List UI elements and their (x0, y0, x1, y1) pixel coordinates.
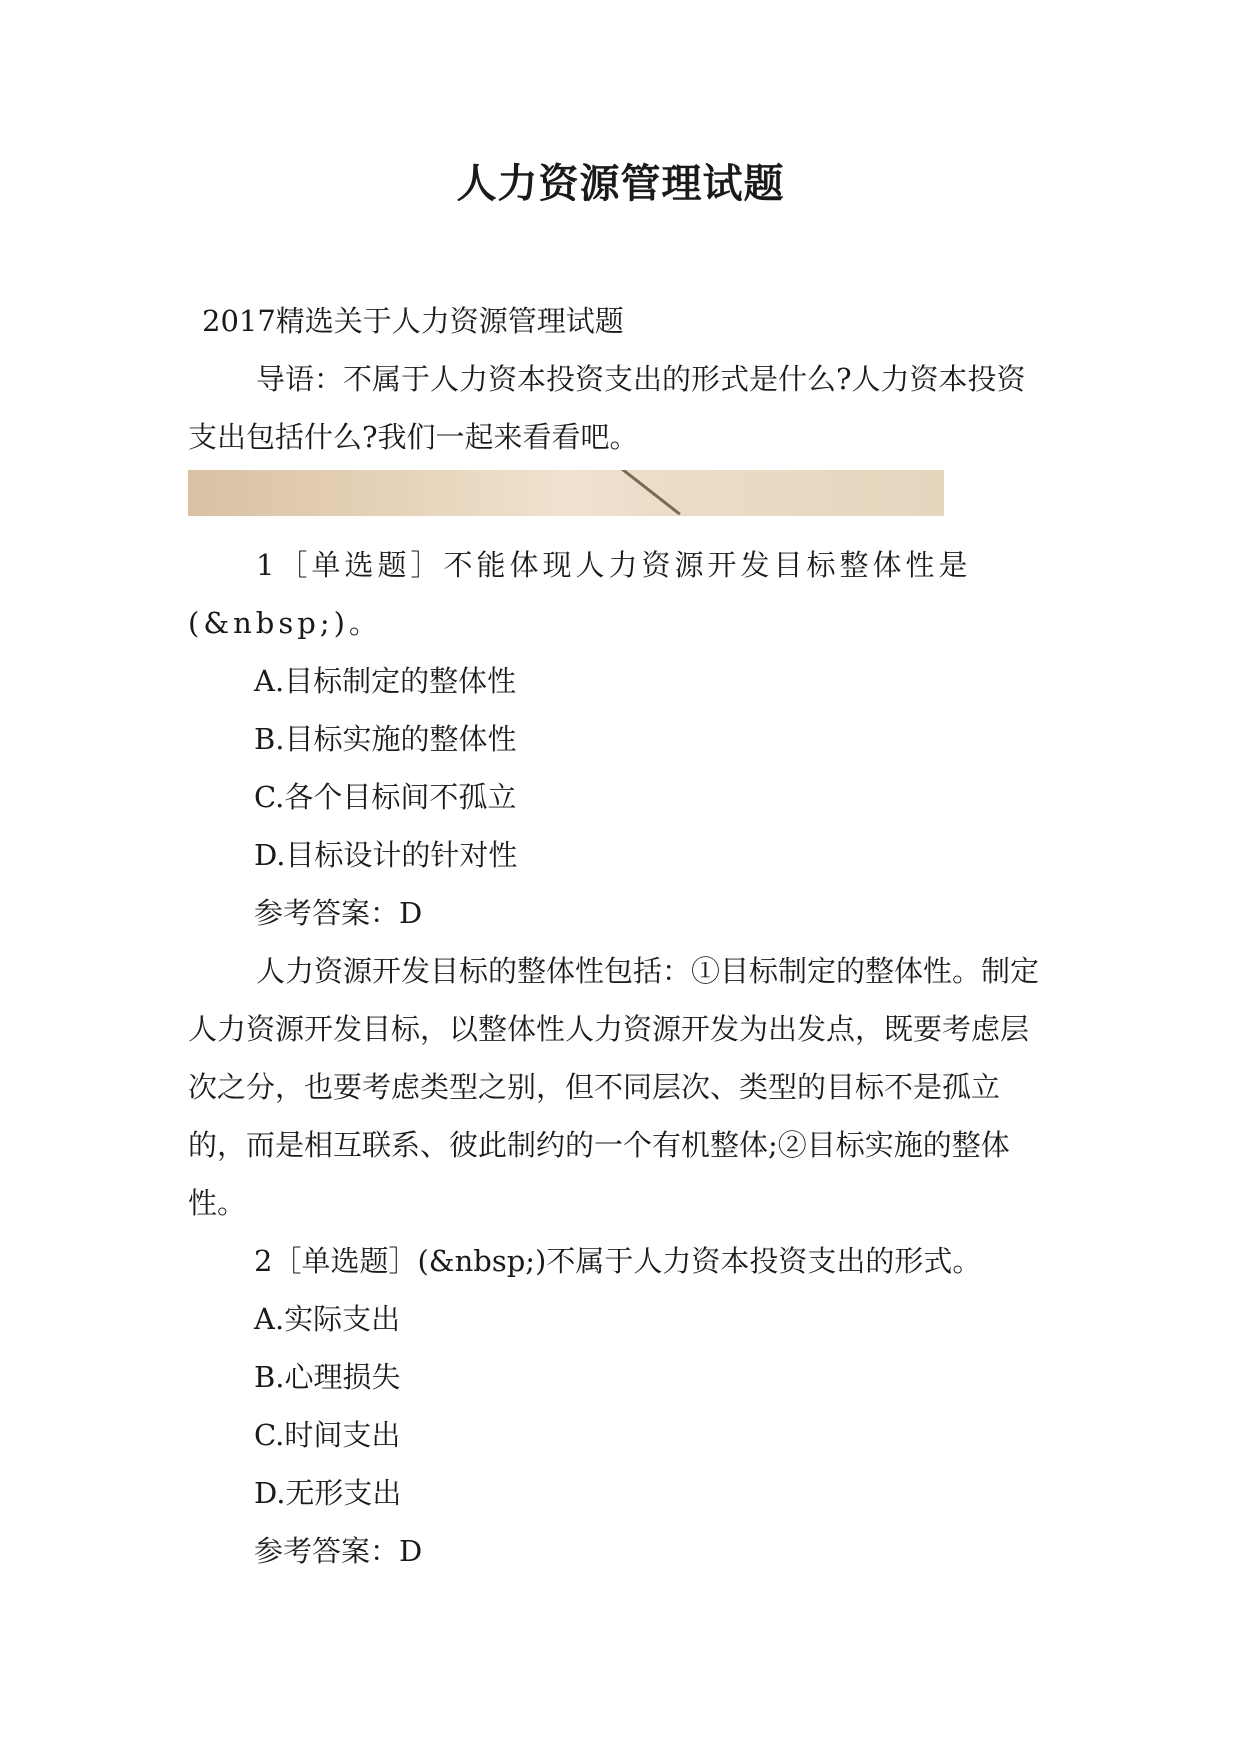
question-1-option-b: B.目标实施的整体性 (254, 722, 517, 756)
question-2-option-a: A.实际支出 (254, 1302, 401, 1336)
question-1-option-c: C.各个目标间不孤立 (254, 780, 517, 814)
question-2-option-d: D.无形支出 (254, 1476, 402, 1510)
question-2-text: 2［单选题］(&nbsp;)不属于人力资本投资支出的形式。 (254, 1244, 982, 1278)
intro-paragraph: 导语：不属于人力资本投资支出的形式是什么?人力资本投资支出包括什么?我们一起来看看吧。 (188, 362, 1026, 454)
question-2-option-c: C.时间支出 (254, 1418, 401, 1452)
question-1-option-d: D.目标设计的针对性 (254, 838, 518, 872)
question-1-answer: 参考答案：D (254, 896, 423, 930)
document-title: 人力资源管理试题 (456, 161, 785, 207)
question-1-text: 1［单选题］不能体现人力资源开发目标整体性是(&nbsp;)。 (188, 548, 972, 640)
document-body (188, 292, 1050, 1580)
question-2-option-b: B.心理损失 (254, 1360, 401, 1394)
question-1-option-a: A.目标制定的整体性 (254, 664, 517, 698)
question-1-explanation: 人力资源开发目标的整体性包括：①目标制定的整体性。制定人力资源开发目标，以整体性人力资源开发为出发点，既要考虑层次之分，也要考虑类型之别，但不同层次、类型的目标不是孤立的，而是相互联系、彼此制约的一个有机整体;②目标实施的整体性。 (188, 954, 1040, 1220)
decorative-photo-strip (188, 470, 944, 516)
question-2-answer: 参考答案：D (254, 1534, 423, 1568)
document-subtitle: 2017精选关于人力资源管理试题 (202, 304, 624, 338)
